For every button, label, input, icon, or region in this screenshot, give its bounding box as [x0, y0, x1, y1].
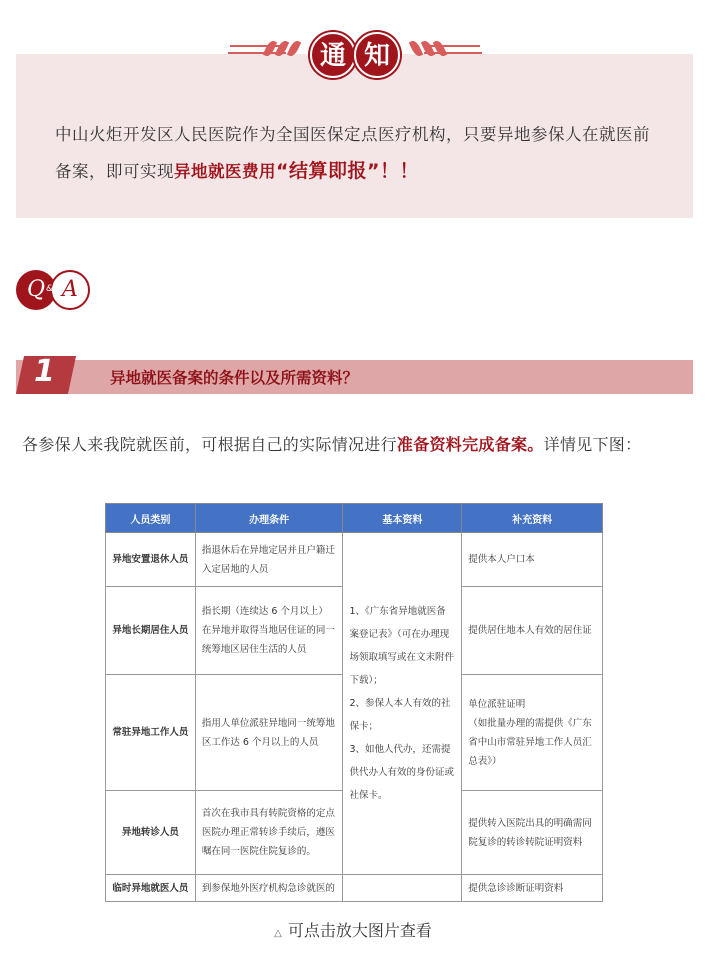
table-cell-category: 常驻异地工作人员 [106, 675, 196, 791]
table-cell-condition: 指退休后在异地定居并且户籍迁入定居地的人员 [195, 533, 343, 587]
image-caption [0, 918, 706, 941]
intro-plain: 详情见下图： [543, 435, 642, 454]
qa-q: Q [16, 270, 56, 310]
table-cell-category: 异地长期居住人员 [106, 587, 196, 675]
section-title: 异地就医备案的条件以及所需资料？ [110, 369, 359, 387]
notice-badge-char: 通 [310, 32, 356, 78]
table-header: 办理条件 [195, 504, 343, 533]
intro-text [22, 432, 692, 455]
table-header-row [106, 504, 603, 533]
table-cell-category: 临时异地就医人员 [106, 875, 196, 902]
qa-amp: & [46, 284, 54, 294]
table-header: 基本资料 [343, 504, 462, 533]
triangle-up-icon: △ [274, 928, 282, 939]
table-cell-extra: 提供本人户口本 [462, 533, 603, 587]
table-cell-extra: 单位派驻证明 （如批量办理的需提供《广东省中山市常驻异地工作人员汇总表》） [462, 675, 603, 791]
notice-badge-char: 知 [354, 32, 400, 78]
table-cell-condition: 到参保地外医疗机构急诊就医的 [195, 875, 343, 902]
table-cell-basic: 1、《广东省异地就医备案登记表》（可在办理现场领取填写或在文末附件下载）； 2、参保人本人有效的社保卡； 3、如他人代办，还需提供代办人有效的身份证或社保卡。 [343, 533, 462, 875]
table-cell-category: 异地安置退休人员 [106, 533, 196, 587]
table-row [106, 875, 603, 902]
qa-logo [16, 270, 88, 312]
intro-plain: 各参保人来我院就医前，可根据自己的实际情况进行 [22, 435, 397, 454]
notice-text [55, 116, 665, 190]
table-cell-condition: 指用人单位派驻异地同一统筹地区工作达 6 个月以上的人员 [195, 675, 343, 791]
caption-text: 可点击放大图片查看 [287, 921, 432, 940]
section-number: 1 [34, 354, 55, 389]
notice-text-plain: 中山火炬开发区人民医院作为全国医保定点医疗机构，只要异地参保人在就医前备案，即可实现 [55, 125, 650, 181]
table-cell-condition: 首次在我市具有转院资格的定点医院办理正常转诊手续后，遵医嘱在同一医院住院复诊的。 [195, 791, 343, 875]
decor-line [424, 45, 480, 47]
notice-text-quote: “结算即报”！！ [276, 160, 419, 182]
intro-red: 准备资料完成备案。 [396, 435, 544, 454]
table-header: 人员类别 [106, 504, 196, 533]
table-cell-condition: 指长期（连续达 6 个月以上）在异地并取得当地居住证的同一统筹地区居住生活的人员 [195, 587, 343, 675]
table-cell-category: 异地转诊人员 [106, 791, 196, 875]
table-header: 补充资料 [462, 504, 603, 533]
table-cell-extra: 提供居住地本人有效的居住证 [462, 587, 603, 675]
info-table[interactable] [105, 503, 603, 902]
table-cell-basic-empty [343, 875, 462, 902]
qa-a: A [50, 270, 90, 310]
table-cell-extra: 提供急诊诊断证明资料 [462, 875, 603, 902]
table-row [106, 533, 603, 587]
notice-text-red: 异地就医费用 [174, 162, 276, 181]
table-cell-extra: 提供转入医院出具的明确需同院复诊的转诊转院证明资料 [462, 791, 603, 875]
